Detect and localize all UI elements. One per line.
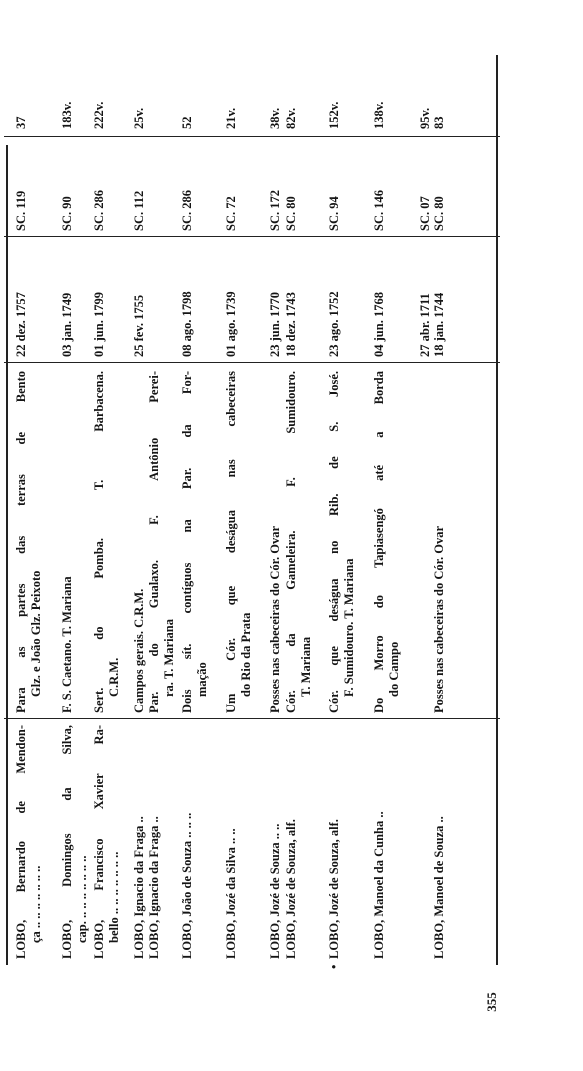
- entry-name-line: LOBO, Jozé da Silva .. ..: [224, 828, 238, 959]
- entry-date-line: 08 ago. 1798: [180, 291, 194, 357]
- entry-name: [372, 725, 387, 959]
- entry-date: [418, 245, 433, 357]
- entry-place-line: Cór. que deságua no Rib. de S. José.: [327, 371, 341, 713]
- entry-place-line: T. Mariana: [298, 636, 313, 697]
- entry-folio: [132, 63, 147, 129]
- entry-name-line: ça .. .. .. .. .. .. ..: [28, 865, 43, 943]
- entry-place-line: mação: [194, 662, 209, 697]
- entry-place: [60, 371, 75, 713]
- entry-name-line: LOBO, João de Souza .. .. ..: [180, 812, 194, 959]
- entry-date: [327, 245, 342, 357]
- entry-place-line: Para as partes das terras de Bento: [14, 371, 28, 713]
- entry-place-line: ra. T. Mariana: [161, 618, 176, 697]
- entry-folio: [60, 63, 75, 129]
- entry-place-line: do Rio da Prata: [238, 612, 253, 697]
- entry-folio-line: 222v.: [92, 101, 106, 129]
- entry-date: [14, 245, 29, 357]
- entry-place-line: Par. do Gualaxo. F. Antônio Perei-: [147, 371, 161, 713]
- entry-name-line: LOBO, Ignacio da Fraga ..: [147, 816, 161, 959]
- entry-date-line: 25 fev. 1755: [132, 294, 146, 357]
- entry-name-line: LOBO, Manoel da Cunha ..: [372, 811, 386, 959]
- entry-name-line: LOBO, Domingos da Silva,: [60, 725, 74, 959]
- entry-reference-line: SC. 286: [180, 190, 194, 231]
- entry-folio-line: 21v.: [224, 107, 238, 129]
- entry-reference: [92, 159, 107, 231]
- entry-date-line: 01 ago. 1739: [224, 291, 238, 357]
- entry-folio-line: 83: [432, 116, 446, 129]
- entry-folio: [92, 63, 107, 129]
- entry-date: [60, 245, 75, 357]
- entry-date-line: 23 ago. 1752: [327, 291, 341, 357]
- entry-reference: [224, 159, 239, 231]
- entry-place-line: Posses nas cabeceiras do Cór. Ovar: [432, 525, 446, 713]
- entry-folio-line: 82v.: [284, 107, 298, 129]
- entry-date: [92, 245, 107, 357]
- entry-name: [14, 725, 43, 959]
- entry-reference-line: SC. 112: [132, 190, 146, 231]
- entry-reference: [432, 159, 447, 231]
- entry-place-line: Posses nas cabeceiras do Cór. Ovar: [268, 525, 282, 713]
- entry-folio-line: 37: [14, 116, 28, 129]
- entry-date: [284, 245, 299, 357]
- entry-reference: [268, 159, 283, 231]
- entry-date: [180, 245, 195, 357]
- entry-reference-line: SC. 80: [284, 196, 298, 231]
- entry-place-line: Sert. do Pomba. T. Barbacena.: [92, 371, 106, 713]
- entry-name-line: cap. .. .. .. .. .. .. ..: [74, 855, 89, 943]
- entry-date-line: 03 jan. 1749: [60, 292, 74, 357]
- entry-folio-line: 152v.: [327, 101, 341, 129]
- entry-folio: [224, 63, 239, 129]
- entry-place-line: F. Sumidouro. T. Mariana: [341, 558, 356, 697]
- entry-place-line: F. S. Caetano. T. Mariana: [60, 576, 74, 713]
- entry-name-line: LOBO, Francisco Xavier Ra-: [92, 725, 106, 959]
- entry-place-line: Do Morro do Tapiasengó até a Borda: [372, 371, 386, 713]
- entry-reference: [418, 159, 433, 231]
- entry-reference-line: SC. 72: [224, 196, 238, 231]
- rotated-table: [4, 55, 500, 969]
- entry-place-line: Cór. da Gameleira. F. Sumidouro.: [284, 371, 298, 713]
- entry-place: [268, 371, 283, 713]
- entry-date-line: 27 abr. 1711: [418, 293, 432, 357]
- entry-date-line: 22 dez. 1757: [14, 292, 28, 357]
- entry-folio: [372, 63, 387, 129]
- entry-date-line: 23 jun. 1770: [268, 292, 282, 357]
- entry-name: [92, 725, 121, 959]
- entry-place-line: Dois sít. contíguos na Par. da For-: [180, 371, 194, 713]
- entry-place: [432, 371, 447, 713]
- entry-place-line: do Campo: [386, 641, 401, 697]
- entry-name-line: LOBO, Jozé de Souza, alf.: [284, 819, 298, 959]
- entry-place-line: C.R.M.: [106, 657, 121, 697]
- entry-reference-line: SC. 07: [418, 196, 432, 231]
- entry-folio-line: 138v.: [372, 101, 386, 129]
- entry-place: [14, 371, 43, 713]
- entry-date-line: 04 jun. 1768: [372, 292, 386, 357]
- entry-name: [132, 725, 147, 959]
- column-divider: [4, 136, 500, 137]
- entry-reference-line: SC. 119: [14, 190, 28, 231]
- entry-reference-line: SC. 286: [92, 190, 106, 231]
- entry-name-line: bello .. .. .. .. .. .. ..: [106, 851, 121, 943]
- entry-date: [268, 245, 283, 357]
- entry-reference: [60, 159, 75, 231]
- entry-reference: [132, 159, 147, 231]
- entry-name: [432, 725, 447, 959]
- entry-date: [372, 245, 387, 357]
- entry-place-line: Glz. e João Glz. Peixoto: [28, 570, 43, 697]
- entry-place: [147, 371, 176, 713]
- entry-name: [268, 725, 283, 959]
- entry-date-line: 18 dez. 1743: [284, 292, 298, 357]
- table-top-rule: [6, 145, 8, 965]
- entry-mark: •: [327, 964, 341, 969]
- column-divider: [4, 362, 500, 363]
- entry-name: [60, 725, 89, 959]
- entry-reference: [372, 159, 387, 231]
- entry-date-line: 18 jan. 1744: [432, 292, 446, 357]
- entry-place-line: Campos gerais. C.R.M.: [132, 588, 146, 713]
- entry-reference-line: SC. 90: [60, 196, 74, 231]
- entry-name: [327, 725, 342, 959]
- entry-reference-line: SC. 146: [372, 190, 386, 231]
- entry-name: [224, 725, 239, 959]
- page-number: 355: [484, 992, 499, 1012]
- entry-place: [92, 371, 121, 713]
- entry-folio: [327, 63, 342, 129]
- entry-reference-line: SC. 94: [327, 196, 341, 231]
- entry-place: [284, 371, 313, 713]
- entry-folio-line: 38v.: [268, 107, 282, 129]
- entry-place: [132, 371, 147, 713]
- entry-place-line: Um Cór. que deságua nas cabeceiras: [224, 371, 238, 713]
- entry-place: [327, 371, 356, 713]
- entry-place: [224, 371, 253, 713]
- entry-date-line: 01 jun. 1799: [92, 292, 106, 357]
- entry-folio: [180, 63, 195, 129]
- entry-folio-line: 95v.: [418, 107, 432, 129]
- entry-folio-line: 183v.: [60, 101, 74, 129]
- entry-folio: [14, 63, 29, 129]
- entry-folio: [284, 63, 299, 129]
- entry-name-line: LOBO, Jozé de Souza, alf.: [327, 819, 341, 959]
- entry-reference: [14, 159, 29, 231]
- entry-name: [180, 725, 195, 959]
- entry-name-line: LOBO, Manoel de Souza ..: [432, 816, 446, 959]
- entry-place: [180, 371, 209, 713]
- entry-name: [284, 725, 299, 959]
- entry-folio: [268, 63, 283, 129]
- entry-place: [372, 371, 401, 713]
- entry-folio: [418, 63, 433, 129]
- entry-name-line: LOBO, Bernardo de Mendon-: [14, 725, 28, 959]
- entry-reference: [180, 159, 195, 231]
- entry-date: [432, 245, 447, 357]
- column-divider: [4, 236, 500, 237]
- entry-name: [147, 725, 162, 959]
- entry-reference: [327, 159, 342, 231]
- entry-folio-line: 52: [180, 116, 194, 129]
- sesmarias-table: [4, 55, 500, 969]
- table-bottom-rule: [496, 55, 498, 965]
- entry-reference-line: SC. 172: [268, 190, 282, 231]
- entry-folio-line: 25v.: [132, 107, 146, 129]
- entry-name-line: LOBO, Jozé de Souza .. ..: [268, 823, 282, 959]
- entry-date: [132, 245, 147, 357]
- entry-name-line: LOBO, Ignacio da Fraga ..: [132, 816, 146, 959]
- entry-folio: [432, 63, 447, 129]
- entry-reference-line: SC. 80: [432, 196, 446, 231]
- entry-date: [224, 245, 239, 357]
- entry-reference: [284, 159, 299, 231]
